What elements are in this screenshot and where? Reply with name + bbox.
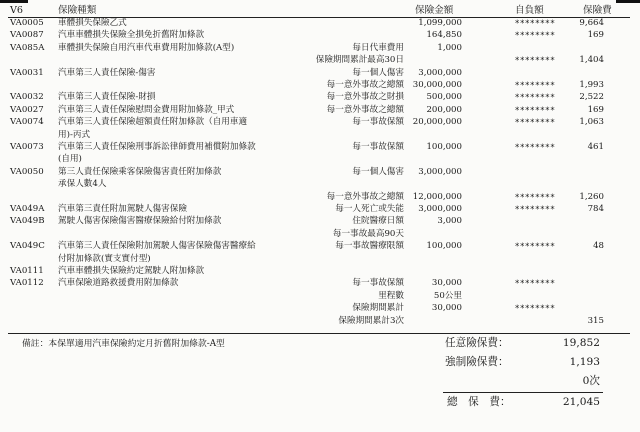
row-sum-insured: 30,000: [431, 303, 462, 314]
row-limit-label: 每一人死亡或失能: [335, 204, 404, 214]
row-premium: 315: [587, 315, 604, 326]
row-sum-insured: 20,000,000: [412, 117, 462, 128]
row-code: VA0112: [10, 278, 44, 289]
row-coverage-name: 汽車第三人責任保險刑事訴訟律師費用補償附加條款: [58, 142, 256, 152]
row-premium: 48: [593, 241, 604, 252]
row-coverage-name: 汽車第三人責任保險超額責任附加條款（自用車適: [58, 117, 248, 128]
row-deductible: ********: [514, 104, 555, 115]
row-deductible: ********: [514, 92, 555, 103]
row-deductible: ********: [514, 18, 555, 28]
row-limit-label: 保險期間累計: [352, 303, 404, 314]
row-sum-insured: 3,000,000: [418, 67, 462, 78]
row-sum-insured: 1,000: [437, 42, 462, 53]
row-premium: 2,522: [579, 92, 604, 103]
row-deductible: ********: [514, 278, 555, 289]
row-coverage-name: 車體損失保險自用汽車代車費用附加條款(A型): [58, 42, 235, 53]
claim-count-value: 0次: [582, 375, 600, 387]
row-premium: 1,063: [579, 117, 604, 128]
row-premium: 9,664: [579, 18, 604, 28]
row-deductible: ********: [514, 30, 555, 41]
compulsory-premium-value: 1,193: [569, 356, 600, 368]
header-deductible: 自負額: [515, 5, 544, 16]
row-limit-label: 每一意外事故之財損: [326, 92, 404, 103]
row-limit-label: 每一事故保額: [352, 278, 404, 289]
row-sum-insured: 500,000: [426, 92, 462, 103]
row-sum-insured: 200,000: [426, 104, 462, 115]
row-code: VA049C: [10, 241, 45, 252]
row-premium: 169: [587, 104, 604, 115]
row-limit-label: 住院醫療日額: [352, 216, 404, 227]
row-coverage-name: 承保人數4人: [58, 179, 107, 190]
row-sum-insured: 100,000: [426, 241, 462, 252]
header-code: V6: [10, 5, 24, 16]
compulsory-premium-label: 強制險保費：: [445, 356, 509, 368]
row-sum-insured: 100,000: [426, 142, 462, 152]
row-limit-label: 每一事故最高90天: [332, 228, 404, 239]
row-limit-label: 每日代車費用: [352, 42, 404, 53]
row-deductible: ********: [514, 241, 555, 252]
row-sum-insured: 30,000: [431, 278, 462, 289]
row-deductible: ********: [514, 80, 555, 90]
row-sum-insured: 1,099,000: [418, 18, 462, 28]
top-left-corner-mark: [0, 0, 28, 3]
row-coverage-name: 汽車第三人責任保險慰問金費用附加條款_甲式: [58, 104, 235, 115]
row-code: VA0031: [10, 67, 44, 78]
row-limit-label: 每一事故保額: [352, 142, 404, 152]
row-limit-label: 保險期間累計最高30日: [315, 55, 404, 66]
row-limit-label: 每一個人傷害: [352, 166, 404, 177]
row-coverage-name: 車體損失保險乙式: [58, 18, 127, 28]
top-right-corner-mark: [616, 0, 640, 3]
row-deductible: ********: [514, 142, 555, 152]
footer-divider: [8, 333, 630, 334]
row-premium: 1,993: [579, 80, 604, 90]
row-deductible: ********: [514, 191, 555, 202]
row-sum-insured: 3,000: [437, 216, 462, 227]
row-code: VA0111: [10, 266, 44, 276]
row-code: VA049B: [10, 216, 45, 227]
row-coverage-name: 汽車保險道路救援費用附加條款: [58, 278, 179, 289]
row-premium: 1,260: [579, 191, 604, 202]
row-code: VA0005: [10, 18, 44, 28]
row-deductible: ********: [514, 204, 555, 214]
header-sum: 保險金額: [415, 5, 454, 16]
row-limit-label: 每一事故醫療限額: [335, 241, 404, 252]
row-coverage-name: 駕駛人傷害保險傷害醫療保險給付附加條款: [58, 216, 222, 227]
row-premium: 784: [587, 204, 604, 214]
row-code: VA0073: [10, 142, 44, 152]
row-premium: 1,404: [579, 55, 604, 66]
row-coverage-name: 汽車第三人責任保險-傷害: [58, 67, 156, 78]
row-code: VA0050: [10, 166, 44, 177]
row-deductible: ********: [514, 303, 555, 314]
row-sum-insured: 164,850: [426, 30, 462, 41]
row-coverage-name: 汽車車體損失保險約定駕駛人附加條款: [58, 266, 205, 276]
row-coverage-name: 第三人責任保險乘客保險傷害責任附加條款: [58, 166, 222, 177]
voluntary-premium-label: 任意險保費：: [445, 337, 509, 349]
row-code: VA0074: [10, 117, 44, 128]
row-sum-insured: 12,000,000: [412, 191, 462, 202]
row-limit-label: 里程數: [378, 290, 404, 301]
row-coverage-name: 汽車第三人責任保險-財損: [58, 92, 156, 103]
total-premium-label: 總 保 費：: [447, 396, 511, 408]
row-code: VA0027: [10, 104, 44, 115]
row-limit-label: 每一意外事故之總額: [326, 80, 404, 90]
row-limit-label: 保險期間累計3次: [338, 315, 404, 326]
row-limit-label: 每一意外事故之總額: [326, 104, 404, 115]
row-coverage-name: 用)-丙式: [58, 129, 91, 140]
row-premium: 169: [587, 30, 604, 41]
row-coverage-name: 汽車車體損失保險全損免折舊附加條款: [58, 30, 205, 41]
row-code: VA0032: [10, 92, 44, 103]
row-limit-label: 每一事故保額: [352, 117, 404, 128]
row-code: VA085A: [10, 42, 45, 53]
row-sum-insured: 50公里: [433, 290, 462, 301]
header-premium: 保險費: [583, 5, 612, 16]
row-code: VA049A: [10, 204, 45, 214]
row-sum-insured: 30,000,000: [412, 80, 462, 90]
header-type: 保險種類: [58, 5, 97, 16]
row-deductible: ********: [514, 117, 555, 128]
total-premium-value: 21,045: [562, 396, 600, 408]
row-sum-insured: 3,000,000: [418, 204, 462, 214]
total-divider: [443, 392, 603, 393]
row-sum-insured: 3,000,000: [418, 166, 462, 177]
row-coverage-name: 汽車第三人責任保險附加駕駛人傷害保險傷害醫療給: [58, 241, 256, 252]
policy-note: 備註：本保單適用汽車保險約定月折舊附加條款-A型: [22, 339, 225, 349]
row-limit-label: 每一個人傷害: [352, 67, 404, 78]
row-premium: 461: [587, 142, 604, 152]
row-deductible: ********: [514, 55, 555, 66]
row-coverage-name: (自用): [58, 154, 82, 165]
row-limit-label: 每一意外事故之總額: [326, 191, 404, 202]
voluntary-premium-value: 19,852: [562, 337, 600, 349]
row-code: VA0087: [10, 30, 44, 41]
row-coverage-name: 汽車第三責任附加駕駛人傷害保險: [58, 204, 187, 214]
row-coverage-name: 付附加條款(實支實付型): [58, 253, 151, 264]
